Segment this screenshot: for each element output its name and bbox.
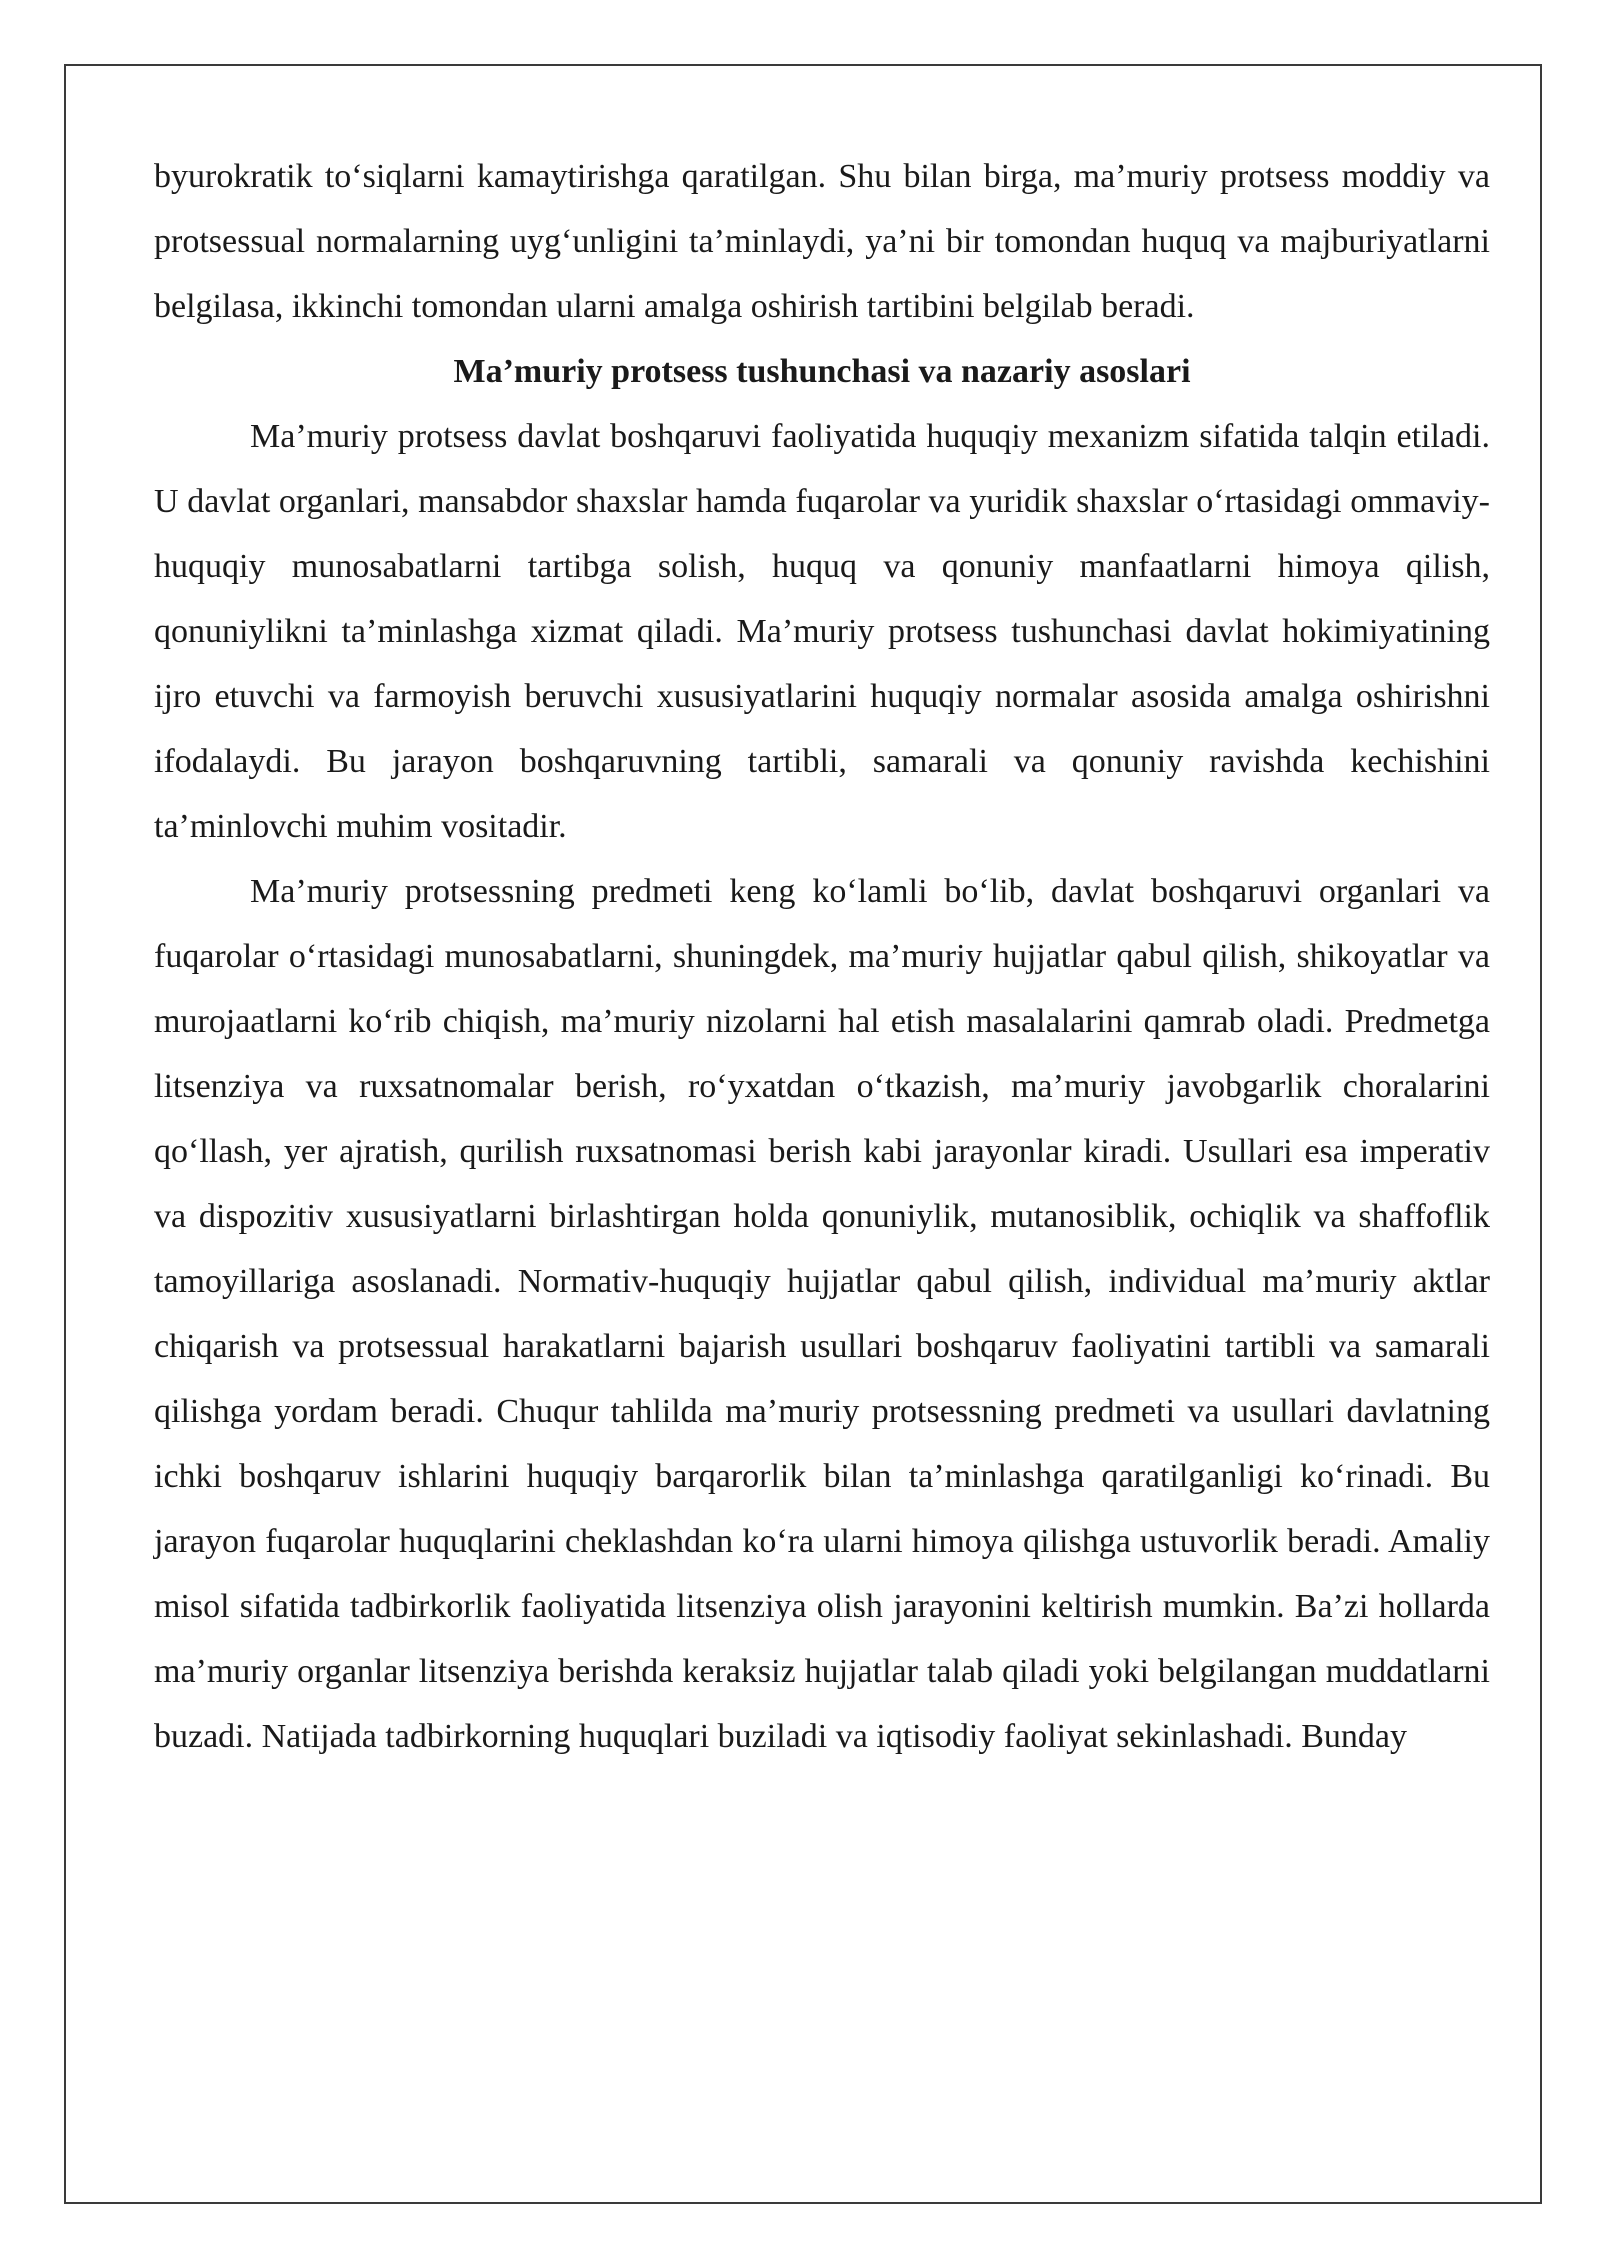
paragraph-continuation: byurokratik to‘siqlarni kamaytirishga qaratilgan. Shu bilan birga, ma’muriy protsess moddiy va protsessual normalarning uyg‘unligini ta’minlaydi, ya’ni bir tomondan huquq va majburiyatlarni belgilasa, ikkinchi tomondan ularni amalga oshirish tartibini belgilab beradi.	[154, 158, 1490, 325]
paragraph-concept: Ma’muriy protsess davlat boshqaruvi faoliyatida huquqiy mexanizm sifatida talqin etiladi. U davlat organlari, mansabdor shaxslar hamda fuqarolar va yuridik shaxslar o‘rtasidagi ommaviy-huquqiy munosabatlarni tartibga solish, huquq va qonuniy manfaatlarni himoya qilish, qonuniylikni ta’minlashga xizmat qiladi. Ma’muriy protsess tushunchasi davlat hokimiyatining ijro etuvchi va farmoyish beruvchi xususiyatlarini huquqiy normalar asosida amalga oshirishni ifodalaydi. Bu jarayon boshqaruvning tartibli, samarali va qonuniy ravishda kechishini ta’minlovchi muhim vositadir.	[154, 418, 1490, 845]
paragraph-subject-methods: Ma’muriy protsessning predmeti keng ko‘lamli bo‘lib, davlat boshqaruvi organlari va fuqarolar o‘rtasidagi munosabatlarni, shuningdek, ma’muriy hujjatlar qabul qilish, shikoyatlar va murojaatlarni ko‘rib chiqish, ma’muriy nizolarni hal etish masalalarini qamrab oladi. Predmetga litsenziya va ruxsatnomalar berish, ro‘yxatdan o‘tkazish, ma’muriy javobgarlik choralarini qo‘llash, yer ajratish, qurilish ruxsatnomasi berish kabi jarayonlar kiradi. Usullari esa imperativ va dispozitiv xususiyatlarni birlashtirgan holda qonuniylik, mutanosiblik, ochiqlik va shaffoflik tamoyillariga asoslanadi. Normativ-huquqiy hujjatlar qabul qilish, individual ma’muriy aktlar chiqarish va protsessual harakatlarni bajarish usullari boshqaruv faoliyatini tartibli va samarali qilishga yordam beradi. Chuqur tahlilda ma’muriy protsessning predmeti va usullari davlatning ichki boshqaruv ishlarini huquqiy barqarorlik bilan ta’minlashga qaratilganligi ko‘rinadi. Bu jarayon fuqarolar huquqlarini cheklashdan ko‘ra ularni himoya qilishga ustuvorlik beradi. Amaliy misol sifatida tadbirkorlik faoliyatida litsenziya olish jarayonini keltirish mumkin. Ba’zi hollarda ma’muriy organlar litsenziya berishda keraksiz hujjatlar talab qiladi yoki belgilangan muddatlarni buzadi. Natijada tadbirkorning huquqlari buziladi va iqtisodiy faoliyat sekinlashadi. Bunday	[154, 873, 1490, 1755]
document-body	[154, 144, 1490, 1769]
section-heading: Ma’muriy protsess tushunchasi va nazariy asoslari	[453, 353, 1191, 390]
